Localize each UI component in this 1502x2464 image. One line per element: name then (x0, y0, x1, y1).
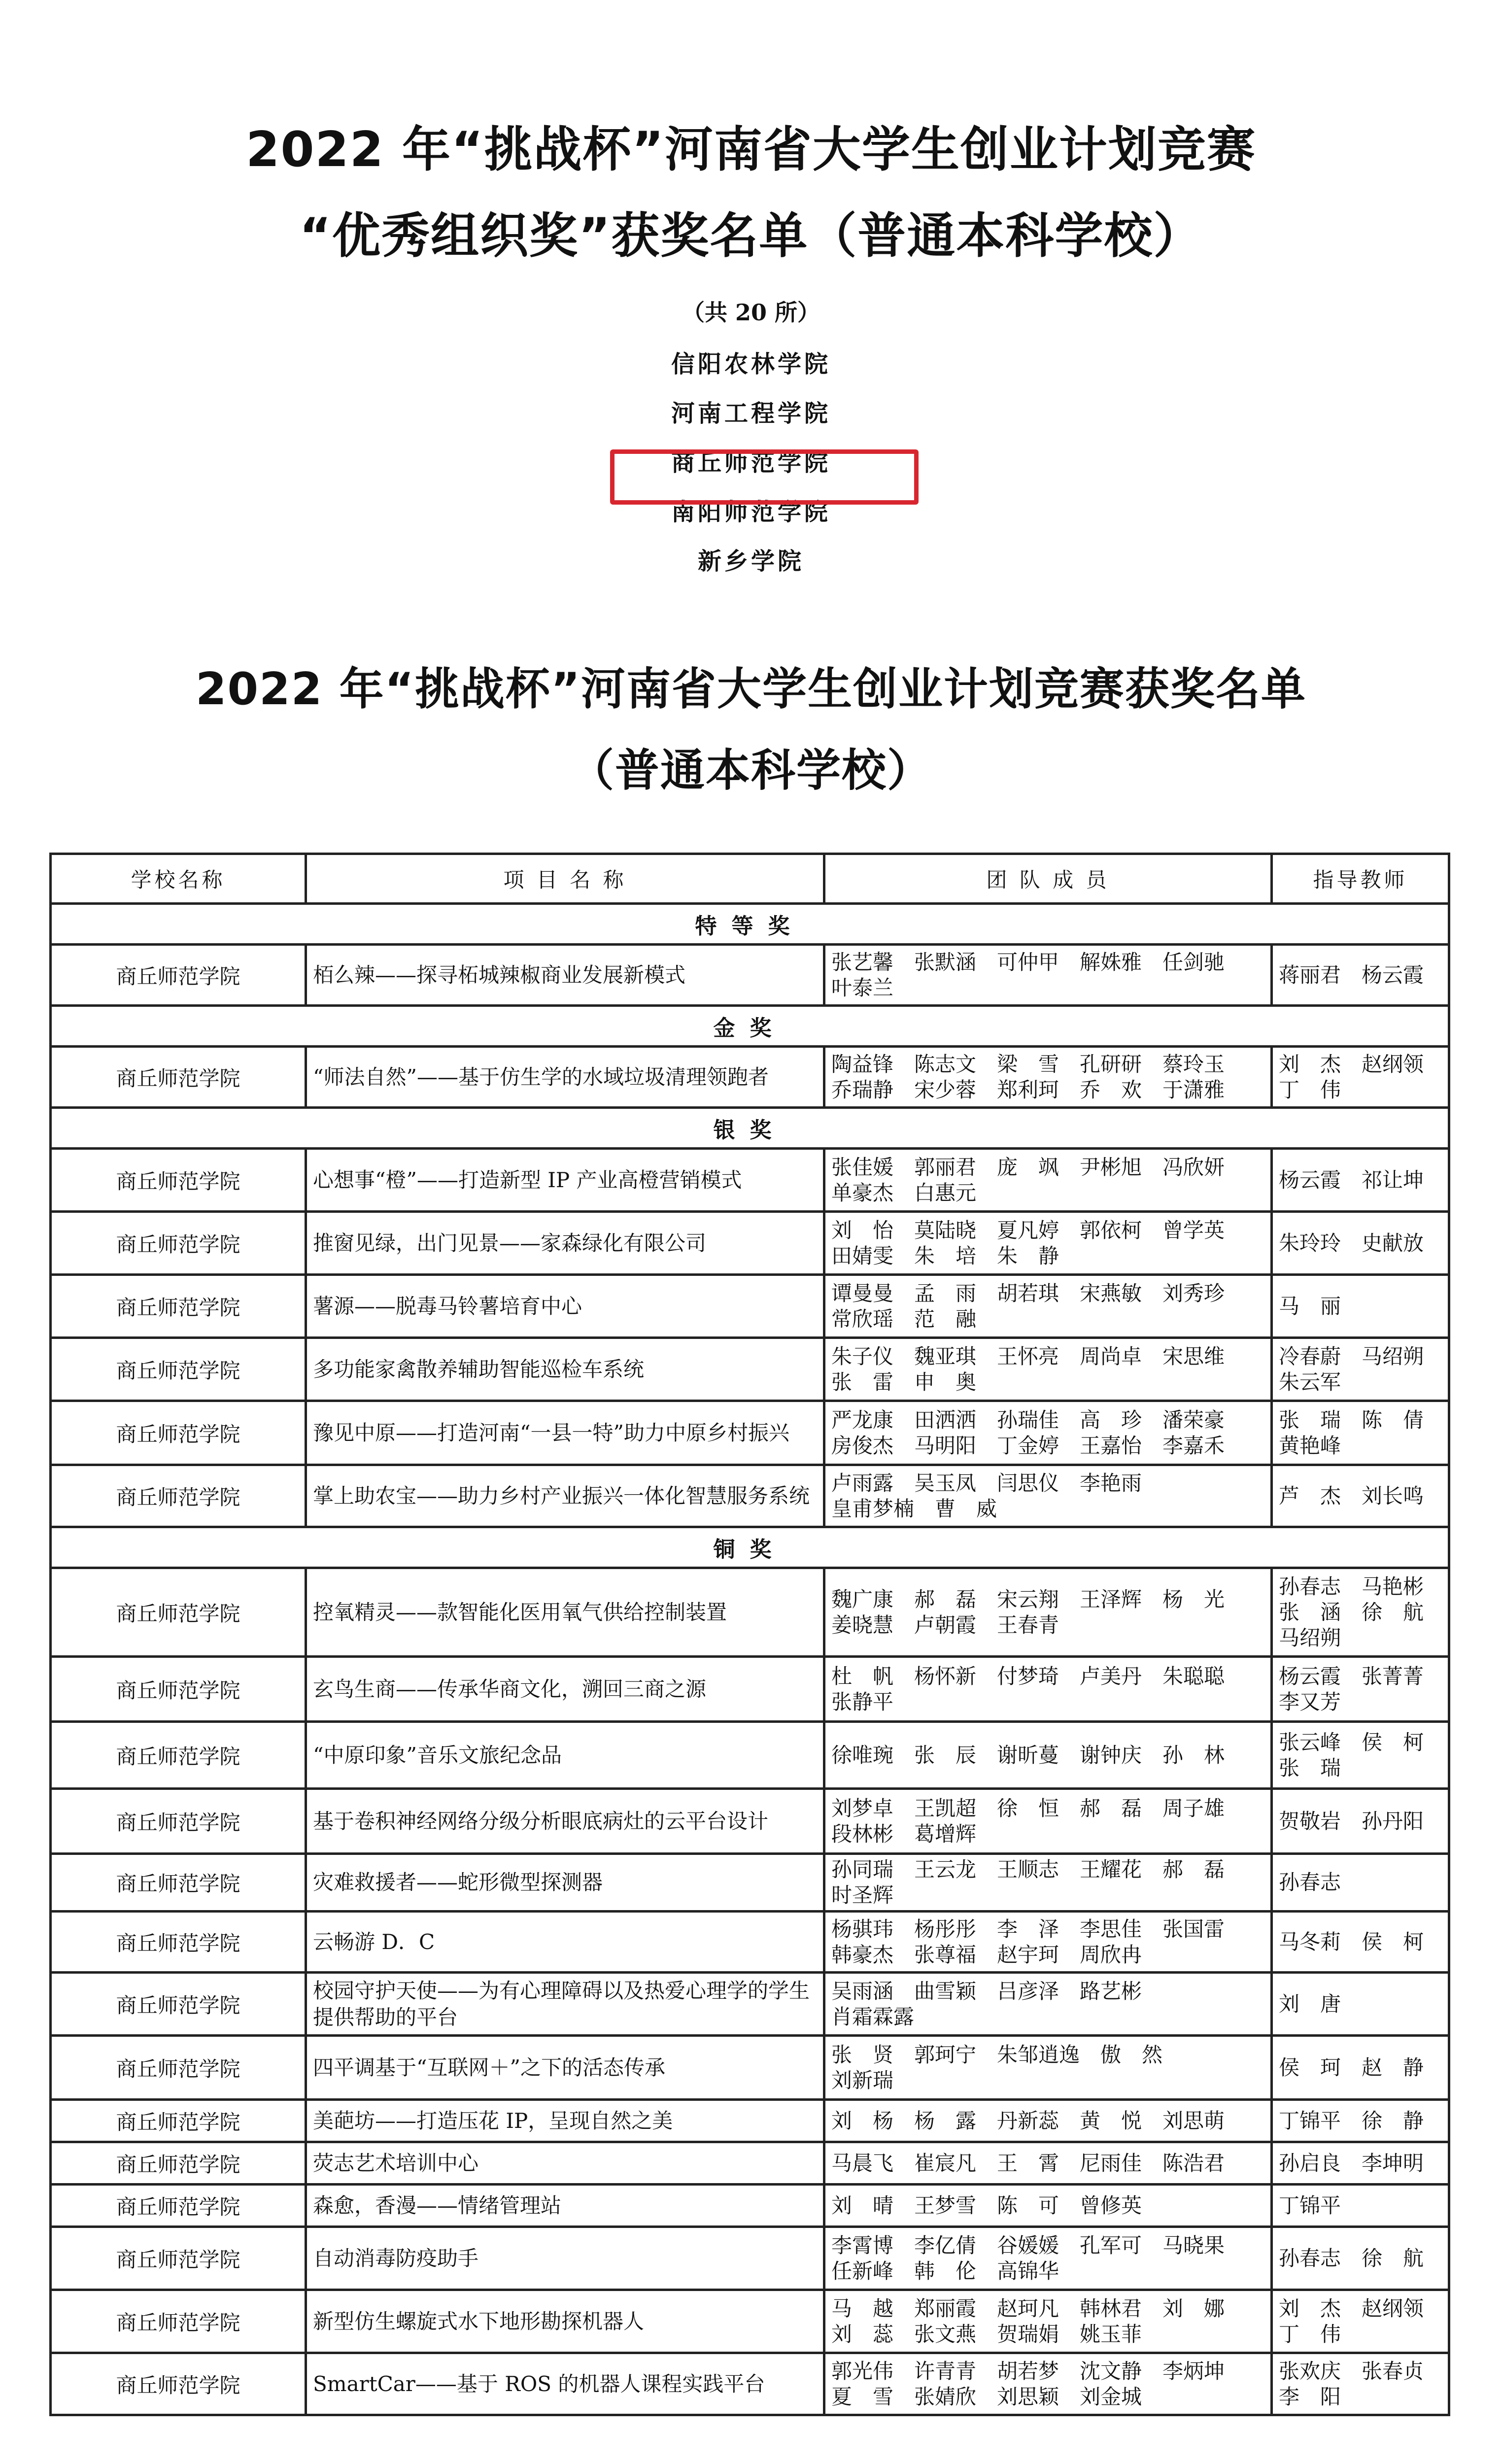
school-item-highlighted: 商丘师范学院 (671, 449, 831, 477)
team-cell: 魏广康 郝 磊 宋云翔 王泽辉 杨 光 姜晓慧 卢朝霞 王春青 (824, 1568, 1272, 1657)
table-row (51, 2290, 1449, 2353)
table-row (51, 2353, 1449, 2415)
advisor-cell: 刘 唐 (1272, 1973, 1449, 2036)
project-cell: “师法自然”——基于仿生学的水域垃圾清理领跑者 (306, 1047, 824, 1108)
table-row (51, 1338, 1449, 1401)
school-count-note: （共 20 所） (682, 299, 820, 326)
school-cell: 商丘师范学院 (51, 1047, 306, 1108)
school-cell: 商丘师范学院 (51, 1149, 306, 1212)
project-cell: SmartCar——基于 ROS 的机器人课程实践平台 (306, 2353, 824, 2415)
award-section-row (51, 1527, 1449, 1568)
column-header-project: 项 目 名 称 (306, 854, 824, 904)
advisor-cell: 杨云霞 祁让坤 (1272, 1149, 1449, 1212)
advisor-cell: 张云峰 侯 柯 张 瑞 (1272, 1722, 1449, 1789)
team-cell: 杨骐玮 杨彤彤 李 泽 李思佳 张国雷 韩豪杰 张尊福 赵宇珂 周欣冉 (824, 1912, 1272, 1973)
table-row (51, 1854, 1449, 1912)
advisor-cell: 蒋丽君 杨云霞 (1272, 945, 1449, 1006)
project-cell: 新型仿生螺旋式水下地形勘探机器人 (306, 2290, 824, 2353)
team-cell: 张艺馨 张默涵 可仲甲 解姝雅 任剑驰 叶泰兰 (824, 945, 1272, 1006)
highlight-box (610, 449, 919, 505)
school-cell: 商丘师范学院 (51, 2353, 306, 2415)
school-cell: 商丘师范学院 (51, 2290, 306, 2353)
advisor-cell: 孙春志 (1272, 1854, 1449, 1912)
advisor-cell: 刘 杰 赵纲领 丁 伟 (1272, 1047, 1449, 1108)
school-item: 河南工程学院 (671, 400, 831, 427)
school-cell: 商丘师范学院 (51, 2036, 306, 2100)
project-cell: 基于卷积神经网络分级分析眼底病灶的云平台设计 (306, 1789, 824, 1854)
school-cell: 商丘师范学院 (51, 1275, 306, 1338)
project-cell: 栢么辣——探寻柘城辣椒商业发展新模式 (306, 945, 824, 1006)
table-row (51, 2100, 1449, 2142)
table-row (51, 2036, 1449, 2100)
advisor-cell: 张欢庆 张春贞 李 阳 (1272, 2353, 1449, 2415)
project-cell: 掌上助农宝——助力乡村产业振兴一体化智慧服务系统 (306, 1465, 824, 1527)
project-cell: 校园守护天使——为有心理障碍以及热爱心理学的学生提供帮助的平台 (306, 1973, 824, 2036)
school-cell: 商丘师范学院 (51, 2142, 306, 2185)
team-cell: 刘 杨 杨 露 丹新蕊 黄 悦 刘思萌 (824, 2100, 1272, 2142)
award-level-label: 特等奖 (51, 904, 1449, 945)
project-cell: 薯源——脱毒马铃薯培育中心 (306, 1275, 824, 1338)
advisor-cell: 芦 杰 刘长鸣 (1272, 1465, 1449, 1527)
team-cell: 徐唯琬 张 辰 谢昕蔓 谢钟庆 孙 林 (824, 1722, 1272, 1789)
project-cell: 美葩坊——打造压花 IP，呈现自然之美 (306, 2100, 824, 2142)
table-row (51, 1401, 1449, 1465)
team-cell: 刘 晴 王梦雪 陈 可 曾修英 (824, 2185, 1272, 2227)
table-row (51, 1973, 1449, 2036)
team-cell: 刘梦卓 王凯超 徐 恒 郝 磊 周子雄 段林彬 葛增辉 (824, 1789, 1272, 1854)
award-section-row (51, 904, 1449, 945)
school-cell: 商丘师范学院 (51, 1465, 306, 1527)
team-cell: 张佳媛 郭丽君 庞 飒 尹彬旭 冯欣妍 单豪杰 白惠元 (824, 1149, 1272, 1212)
team-cell: 马晨飞 崔宸凡 王 霄 尼雨佳 陈浩君 (824, 2142, 1272, 2185)
advisor-cell: 丁锦平 (1272, 2185, 1449, 2227)
project-cell: 心想事“橙”——打造新型 IP 产业高橙营销模式 (306, 1149, 824, 1212)
school-cell: 商丘师范学院 (51, 1722, 306, 1789)
advisor-cell: 丁锦平 徐 静 (1272, 2100, 1449, 2142)
table-row (51, 1789, 1449, 1854)
organization-award-title-line1: 2022 年“挑战杯”河南省大学生创业计划竞赛 (246, 122, 1256, 178)
award-level-label: 银奖 (51, 1108, 1449, 1149)
project-cell: 灾难救援者——蛇形微型探测器 (306, 1854, 824, 1912)
awards-table-body (51, 904, 1449, 2415)
advisor-cell: 朱玲玲 史献放 (1272, 1212, 1449, 1275)
awards-table (49, 853, 1450, 2416)
project-cell: 玄鸟生商——传承华商文化，溯回三商之源 (306, 1657, 824, 1722)
school-cell: 商丘师范学院 (51, 1854, 306, 1912)
team-cell: 陶益锋 陈志文 梁 雪 孔研研 蔡玲玉 乔瑞静 宋少蓉 郑利珂 乔 欢 于潇雅 (824, 1047, 1272, 1108)
school-cell: 商丘师范学院 (51, 2227, 306, 2290)
school-cell: 商丘师范学院 (51, 1568, 306, 1657)
column-header-team: 团 队 成 员 (824, 854, 1272, 904)
team-cell: 吴雨涵 曲雪颖 吕彦泽 路艺彬 肖霜霖露 (824, 1973, 1272, 2036)
award-level-label: 铜奖 (51, 1527, 1449, 1568)
team-cell: 张 贤 郭珂宁 朱邹逍逸 傲 然 刘新瑞 (824, 2036, 1272, 2100)
team-cell: 马 越 郑丽霞 赵珂凡 韩林君 刘 娜 刘 蕊 张文燕 贺瑞娟 姚玉菲 (824, 2290, 1272, 2353)
column-header-school: 学校名称 (51, 854, 306, 904)
team-cell: 朱子仪 魏亚琪 王怀亮 周尚卓 宋思维 张 雷 申 奥 (824, 1338, 1272, 1401)
advisor-cell: 侯 珂 赵 静 (1272, 2036, 1449, 2100)
advisor-cell: 刘 杰 赵纲领 丁 伟 (1272, 2290, 1449, 2353)
table-header-row (51, 854, 1449, 904)
team-cell: 孙同瑞 王云龙 王顺志 王耀花 郝 磊 时圣辉 (824, 1854, 1272, 1912)
award-level-label: 金奖 (51, 1006, 1449, 1047)
table-row (51, 1722, 1449, 1789)
team-cell: 谭曼曼 孟 雨 胡若琪 宋燕敏 刘秀珍 常欣瑶 范 融 (824, 1275, 1272, 1338)
school-cell: 商丘师范学院 (51, 945, 306, 1006)
project-cell: 四平调基于“互联网＋”之下的活态传承 (306, 2036, 824, 2100)
table-row (51, 1912, 1449, 1973)
advisor-cell: 马冬莉 侯 柯 (1272, 1912, 1449, 1973)
advisor-cell: 贺敬岩 孙丹阳 (1272, 1789, 1449, 1854)
project-cell: 推窗见绿，出门见景——家森绿化有限公司 (306, 1212, 824, 1275)
school-cell: 商丘师范学院 (51, 1401, 306, 1465)
awards-title-line1: 2022 年“挑战杯”河南省大学生创业计划竞赛获奖名单 (195, 663, 1307, 715)
school-cell: 商丘师范学院 (51, 2185, 306, 2227)
team-cell: 郭光伟 许青青 胡若梦 沈文静 李炳坤 夏 雪 张婧欣 刘思颖 刘金城 (824, 2353, 1272, 2415)
table-row (51, 2142, 1449, 2185)
school-item: 南阳师范学院 (671, 498, 831, 526)
award-section-row (51, 1108, 1449, 1149)
school-item: 信阳农林学院 (671, 350, 831, 378)
table-row (51, 1047, 1449, 1108)
advisor-cell: 马 丽 (1272, 1275, 1449, 1338)
school-cell: 商丘师范学院 (51, 1789, 306, 1854)
project-cell: 多功能家禽散养辅助智能巡检车系统 (306, 1338, 824, 1401)
advisor-cell: 孙春志 马艳彬 张 涵 徐 航 马绍朔 (1272, 1568, 1449, 1657)
project-cell: 云畅游 D．C (306, 1912, 824, 1973)
table-row (51, 2185, 1449, 2227)
table-row (51, 1465, 1449, 1527)
project-cell: 控氧精灵——款智能化医用氧气供给控制装置 (306, 1568, 824, 1657)
organization-award-title-line2: “优秀组织奖”获奖名单（普通本科学校） (299, 208, 1203, 264)
table-row (51, 1149, 1449, 1212)
advisor-cell: 张 瑞 陈 倩 黄艳峰 (1272, 1401, 1449, 1465)
school-cell: 商丘师范学院 (51, 1212, 306, 1275)
advisor-cell: 冷春蔚 马绍朔 朱云军 (1272, 1338, 1449, 1401)
school-cell: 商丘师范学院 (51, 1657, 306, 1722)
column-header-advisors: 指导教师 (1272, 854, 1449, 904)
project-cell: “中原印象”音乐文旅纪念品 (306, 1722, 824, 1789)
table-row (51, 1275, 1449, 1338)
team-cell: 严龙康 田洒洒 孙瑞佳 高 珍 潘荣豪 房俊杰 马明阳 丁金婷 王嘉怡 李嘉禾 (824, 1401, 1272, 1465)
table-row (51, 2227, 1449, 2290)
table-row (51, 945, 1449, 1006)
school-item: 新乡学院 (697, 548, 804, 575)
advisor-cell: 孙春志 徐 航 (1272, 2227, 1449, 2290)
advisor-cell: 杨云霞 张菁菁 李又芳 (1272, 1657, 1449, 1722)
project-cell: 豫见中原——打造河南“一县一特”助力中原乡村振兴 (306, 1401, 824, 1465)
school-cell: 商丘师范学院 (51, 2100, 306, 2142)
school-cell: 商丘师范学院 (51, 1912, 306, 1973)
project-cell: 森愈，香漫——情绪管理站 (306, 2185, 824, 2227)
project-cell: 荧志艺术培训中心 (306, 2142, 824, 2185)
table-row (51, 1212, 1449, 1275)
awards-title-line2: （普通本科学校） (570, 745, 932, 796)
school-cell: 商丘师范学院 (51, 1973, 306, 2036)
project-cell: 自动消毒防疫助手 (306, 2227, 824, 2290)
advisor-cell: 孙启良 李坤明 (1272, 2142, 1449, 2185)
award-section-row (51, 1006, 1449, 1047)
table-row (51, 1568, 1449, 1657)
team-cell: 杜 帆 杨怀新 付梦琦 卢美丹 朱聪聪 张静平 (824, 1657, 1272, 1722)
team-cell: 卢雨露 吴玉凤 闫思仪 李艳雨 皇甫梦楠 曹 威 (824, 1465, 1272, 1527)
school-cell: 商丘师范学院 (51, 1338, 306, 1401)
team-cell: 李霄博 李亿倩 谷媛媛 孔军可 马晓果 任新峰 韩 伦 高锦华 (824, 2227, 1272, 2290)
team-cell: 刘 怡 莫陆晓 夏凡婷 郭依柯 曾学英 田婧雯 朱 培 朱 静 (824, 1212, 1272, 1275)
table-row (51, 1657, 1449, 1722)
